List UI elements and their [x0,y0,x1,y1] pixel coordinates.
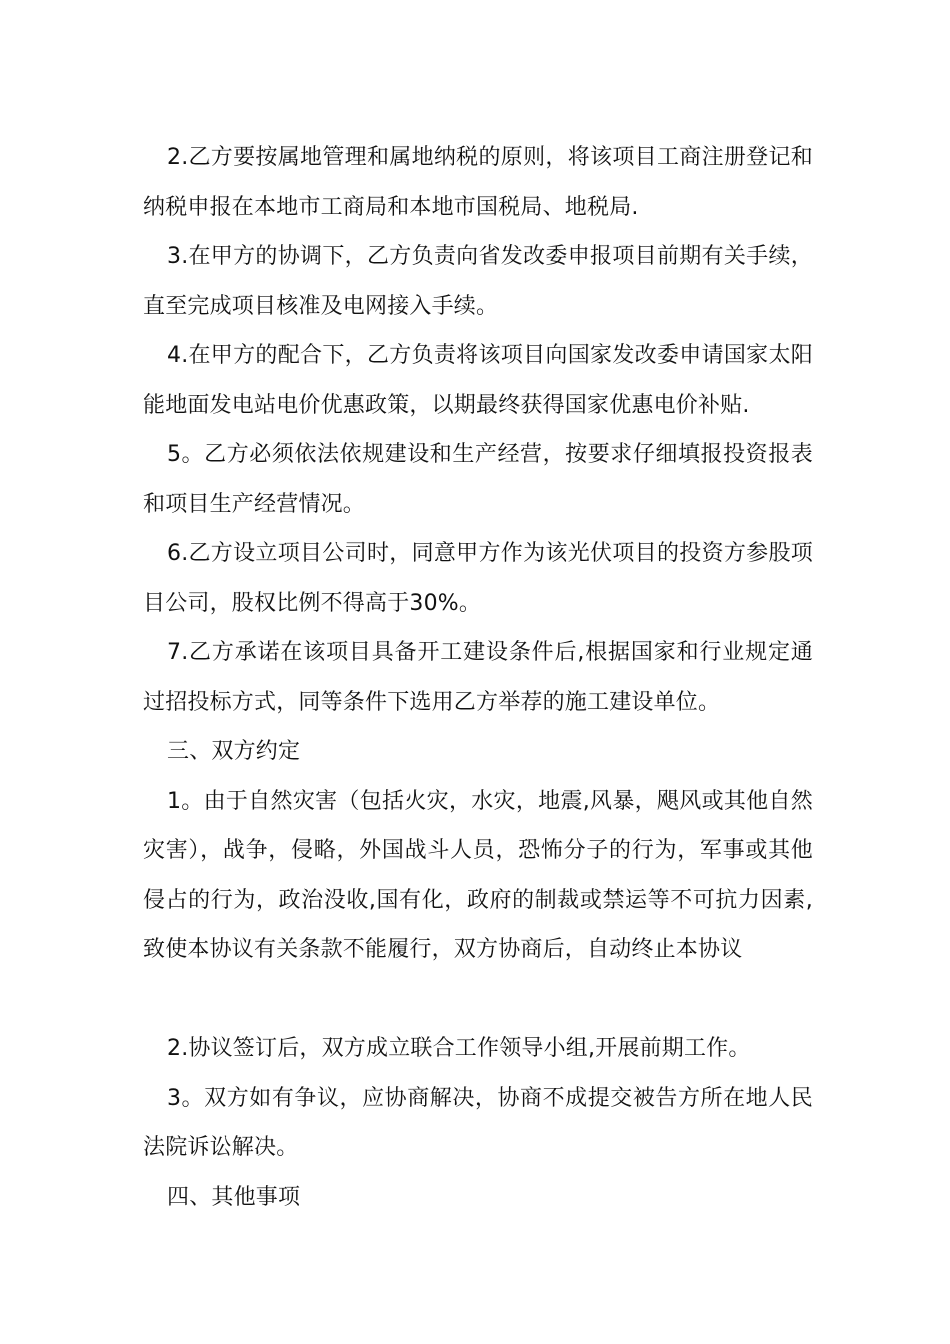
clause-6-equity-share: 6.乙方设立项目公司时，同意甲方作为该光伏项目的投资方参股项目公司，股权比例不得高于30%。 [143,541,813,616]
agreement-3-dispute-resolution: 3。双方如有争议，应协商解决，协商不成提交被告方所在地人民法院诉讼解决。 [143,1085,813,1160]
clause-4-price-subsidy: 4.在甲方的配合下，乙方负责将该项目向国家发改委申请国家太阳能地面发电站电价优惠政策，以期最终获得国家优惠电价补贴. [143,343,813,418]
clause-5-compliance: 5。乙方必须依法依规建设和生产经营，按要求仔细填报投资报表和项目生产经营情况。 [143,442,813,517]
section-heading-mutual-agreement: 三、双方约定 [167,739,301,764]
clause-7-construction-bidding: 7.乙方承诺在该项目具备开工建设条件后,根据国家和行业规定通过招投标方式，同等条件下选用乙方举荐的施工建设单位。 [143,640,813,715]
document-body [143,133,813,1222]
clause-2-tax-registration: 2.乙方要按属地管理和属地纳税的原则，将该项目工商注册登记和纳税申报在本地市工商局和本地市国税局、地税局. [143,145,813,220]
agreement-2-working-group: 2.协议签订后，双方成立联合工作领导小组,开展前期工作。 [167,1036,751,1061]
agreement-1-force-majeure: 1。由于自然灾害（包括火灾，水灾，地震,风暴，飓风或其他自然灾害），战争，侵略，外国战斗人员，恐怖分子的行为，军事或其他侵占的行为，政治没收,国有化，政府的制裁或禁运等不可抗力因素,致使本协议有关条款不能履行，双方协商后，自动终止本协议 [143,788,813,962]
section-heading-other-matters: 四、其他事项 [167,1184,301,1210]
clause-3-project-approval: 3.在甲方的协调下，乙方负责向省发改委申报项目前期有关手续，直至完成项目核准及电网接入手续。 [143,244,813,319]
